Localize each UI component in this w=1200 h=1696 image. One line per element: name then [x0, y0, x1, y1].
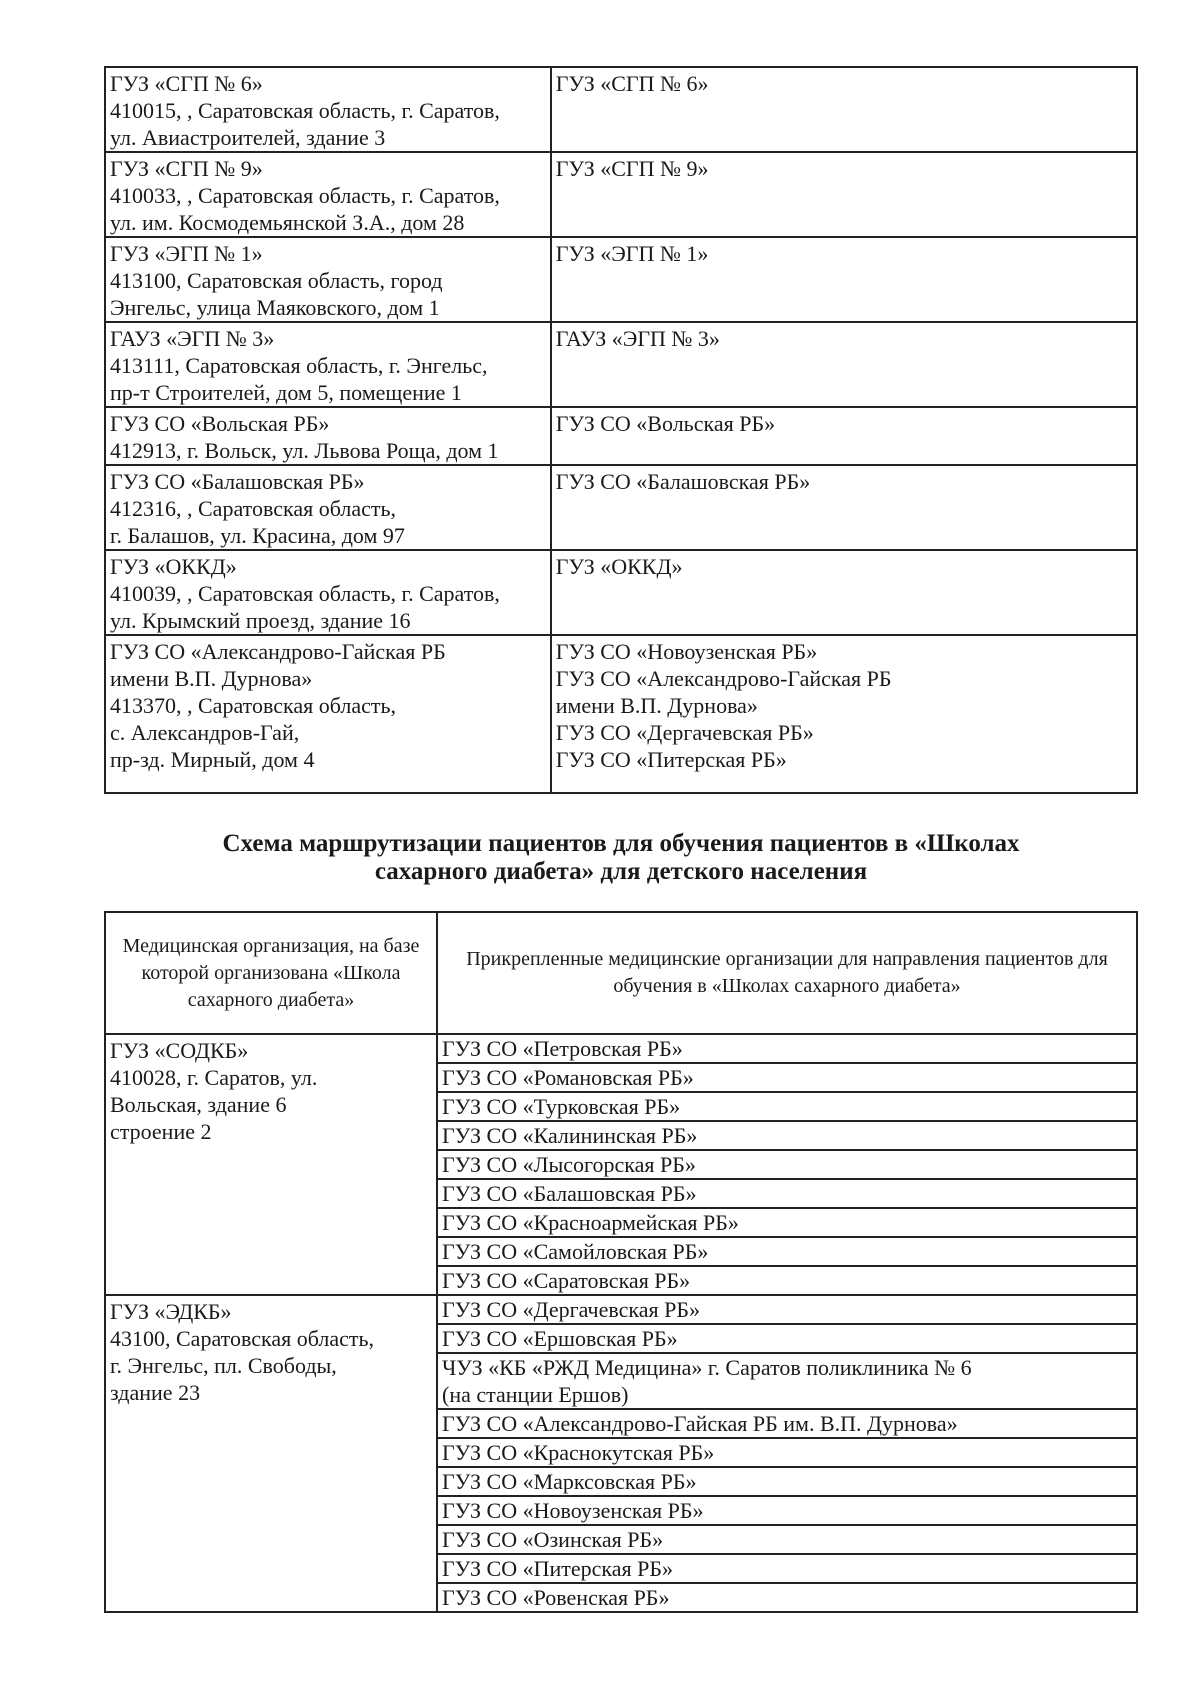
attached-org-line: ГУЗ СО «Балашовская РБ»: [442, 1181, 697, 1206]
table-row: [105, 1295, 1137, 1324]
organization-line: с. Александров-Гай,: [110, 720, 300, 745]
attached-org-line: ЧУЗ «КБ «РЖД Медицина» г. Саратов поликлиника № 6: [442, 1355, 972, 1380]
attached-cell: [551, 67, 1137, 152]
organization-cell: [105, 1034, 437, 1295]
organization-line: ул. им. Космодемьянской З.А., дом 28: [110, 210, 465, 235]
organization-line: ГУЗ СО «Александрово-Гайская РБ: [110, 639, 446, 664]
attached-org-cell: [437, 1583, 1137, 1612]
attached-org-cell: [437, 1525, 1137, 1554]
organization-cell: [105, 237, 551, 322]
organization-line: пр-зд. Мирный, дом 4: [110, 747, 315, 772]
attached-org-cell: [437, 1409, 1137, 1438]
table-row: [105, 67, 1137, 152]
attached-org-cell: [437, 1179, 1137, 1208]
organization-line: ГУЗ СО «Вольская РБ»: [110, 411, 330, 436]
organization-cell: [105, 152, 551, 237]
attached-org-line: ГУЗ СО «Балашовская РБ»: [555, 469, 811, 494]
attached-cell: [551, 465, 1137, 550]
attached-org-line: ГУЗ СО «Романовская РБ»: [442, 1065, 694, 1090]
attached-org-line: имени В.П. Дурнова»: [555, 693, 758, 718]
attached-org-line: (на станции Ершов): [442, 1382, 629, 1407]
header-cell-organization: Медицинская организация, на базе которой организована «Школа сахарного диабета»: [105, 912, 437, 1034]
organization-line: 413370, , Саратовская область,: [110, 693, 397, 718]
attached-org-cell: [437, 1324, 1137, 1353]
organization-cell: [105, 1295, 437, 1612]
attached-cell: [551, 550, 1137, 635]
attached-cell: [551, 322, 1137, 407]
attached-org-cell: [437, 1150, 1137, 1179]
routing-table-children: [104, 911, 1138, 1613]
organization-line: 412913, г. Вольск, ул. Львова Роща, дом 1: [110, 438, 499, 463]
organization-cell: [105, 465, 551, 550]
organization-line: ГУЗ «СГП № 9»: [110, 156, 263, 181]
attached-cell: [551, 635, 1137, 793]
attached-org-cell: [437, 1467, 1137, 1496]
organization-line: 410028, г. Саратов, ул.: [110, 1065, 318, 1090]
organization-line: пр-т Строителей, дом 5, помещение 1: [110, 380, 462, 405]
organization-line: ул. Крымский проезд, здание 16: [110, 608, 411, 633]
organization-line: 413100, Саратовская область, город: [110, 268, 443, 293]
heading-line-1: Схема маршрутизации пациентов для обучения пациентов в «Школах: [222, 830, 1020, 857]
attached-org-line: ГУЗ «ЭГП № 1»: [555, 241, 709, 266]
attached-org-cell: [437, 1063, 1137, 1092]
attached-org-line: ГУЗ «СГП № 9»: [555, 156, 709, 181]
attached-org-line: ГУЗ СО «Турковская РБ»: [442, 1094, 681, 1119]
attached-org-line: ГУЗ СО «Новоузенская РБ»: [442, 1498, 704, 1523]
table-row: [105, 1034, 1137, 1063]
attached-org-line: ГУЗ СО «Красноармейская РБ»: [442, 1210, 739, 1235]
table-row: [105, 465, 1137, 550]
organization-cell: [105, 407, 551, 465]
header-cell-attached: Прикрепленные медицинские организации для направления пациентов для обучения в «Школах сахарного диабета»: [437, 912, 1137, 1034]
attached-org-line: ГУЗ СО «Калининская РБ»: [442, 1123, 698, 1148]
attached-org-cell: [437, 1438, 1137, 1467]
attached-org-line: ГУЗ СО «Дергачевская РБ»: [442, 1297, 700, 1322]
table-row: [105, 407, 1137, 465]
attached-org-line: ГУЗ СО «Дергачевская РБ»: [555, 720, 814, 745]
organization-line: ГУЗ «СГП № 6»: [110, 71, 263, 96]
attached-org-cell: [437, 1208, 1137, 1237]
organization-line: ГУЗ «ЭДКБ»: [110, 1299, 232, 1324]
organization-cell: [105, 635, 551, 793]
organization-line: 413111, Саратовская область, г. Энгельс,: [110, 353, 488, 378]
table-row: [105, 237, 1137, 322]
organization-line: ГУЗ СО «Балашовская РБ»: [110, 469, 365, 494]
attached-org-line: ГУЗ СО «Лысогорская РБ»: [442, 1152, 696, 1177]
routing-table-adult: [104, 66, 1138, 794]
section-heading: [104, 830, 1138, 886]
table-row: [105, 635, 1137, 793]
organization-line: 43100, Саратовская область,: [110, 1326, 375, 1351]
organization-line: ГУЗ «ОККД»: [110, 554, 237, 579]
attached-org-cell: [437, 1237, 1137, 1266]
table-row: [105, 152, 1137, 237]
organization-line: 410033, , Саратовская область, г. Саратов,: [110, 183, 500, 208]
attached-org-line: ГУЗ СО «Питерская РБ»: [555, 747, 787, 772]
attached-org-line: ГАУЗ «ЭГП № 3»: [555, 326, 720, 351]
attached-org-line: ГУЗ СО «Самойловская РБ»: [442, 1239, 709, 1264]
organization-line: ГАУЗ «ЭГП № 3»: [110, 326, 275, 351]
organization-line: г. Балашов, ул. Красина, дом 97: [110, 523, 405, 548]
attached-org-cell: [437, 1092, 1137, 1121]
heading-line-2: сахарного диабета» для детского населения: [374, 858, 868, 885]
attached-org-cell: [437, 1496, 1137, 1525]
attached-org-line: ГУЗ СО «Петровская РБ»: [442, 1036, 683, 1061]
organization-line: здание 23: [110, 1380, 201, 1405]
attached-cell: [551, 237, 1137, 322]
organization-line: строение 2: [110, 1119, 212, 1144]
organization-cell: [105, 67, 551, 152]
attached-org-line: ГУЗ СО «Саратовская РБ»: [442, 1268, 691, 1293]
attached-org-cell: [437, 1266, 1137, 1295]
attached-org-line: ГУЗ СО «Ровенская РБ»: [442, 1585, 670, 1610]
organization-line: Вольская, здание 6: [110, 1092, 287, 1117]
attached-org-line: ГУЗ СО «Марксовская РБ»: [442, 1469, 697, 1494]
organization-line: имени В.П. Дурнова»: [110, 666, 313, 691]
attached-cell: [551, 152, 1137, 237]
attached-org-cell: [437, 1554, 1137, 1583]
organization-line: г. Энгельс, пл. Свободы,: [110, 1353, 337, 1378]
table-row: [105, 550, 1137, 635]
attached-cell: [551, 407, 1137, 465]
attached-org-line: ГУЗ СО «Вольская РБ»: [555, 411, 776, 436]
attached-org-line: ГУЗ «СГП № 6»: [555, 71, 709, 96]
attached-org-line: ГУЗ СО «Александрово-Гайская РБ: [555, 666, 892, 691]
attached-org-cell: [437, 1034, 1137, 1063]
attached-org-cell: [437, 1295, 1137, 1324]
attached-org-line: ГУЗ «ОККД»: [555, 554, 683, 579]
organization-line: ГУЗ «ЭГП № 1»: [110, 241, 263, 266]
attached-org-line: ГУЗ СО «Питерская РБ»: [442, 1556, 673, 1581]
organization-line: 410039, , Саратовская область, г. Саратов,: [110, 581, 500, 606]
attached-org-cell: [437, 1121, 1137, 1150]
organization-cell: [105, 322, 551, 407]
attached-org-line: ГУЗ СО «Озинская РБ»: [442, 1527, 664, 1552]
organization-line: ГУЗ «СОДКБ»: [110, 1038, 249, 1063]
attached-org-line: ГУЗ СО «Краснокутская РБ»: [442, 1440, 715, 1465]
attached-org-line: ГУЗ СО «Новоузенская РБ»: [555, 639, 818, 664]
table-row: [105, 322, 1137, 407]
table-header-row: [105, 912, 1137, 1034]
attached-org-line: ГУЗ СО «Александрово-Гайская РБ им. В.П. Дурнова»: [442, 1411, 958, 1436]
attached-org-cell: [437, 1353, 1137, 1409]
organization-line: Энгельс, улица Маяковского, дом 1: [110, 295, 440, 320]
organization-line: 412316, , Саратовская область,: [110, 496, 397, 521]
attached-org-line: ГУЗ СО «Ершовская РБ»: [442, 1326, 678, 1351]
organization-line: 410015, , Саратовская область, г. Саратов,: [110, 98, 500, 123]
organization-cell: [105, 550, 551, 635]
organization-line: ул. Авиастроителей, здание 3: [110, 125, 386, 150]
